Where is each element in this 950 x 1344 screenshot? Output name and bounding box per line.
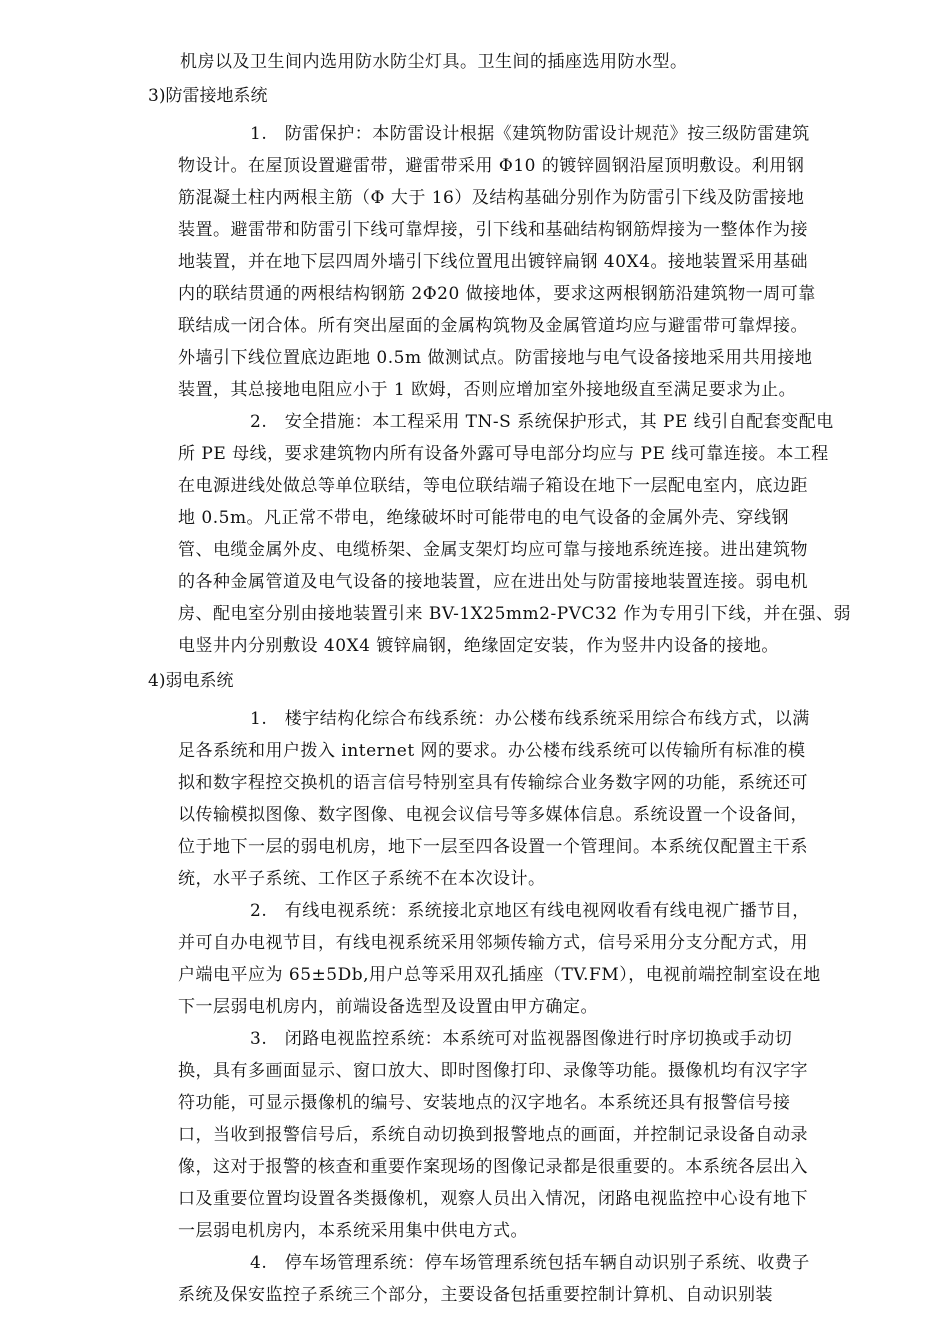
text-line: 装置。避雷带和防雷引下线可靠焊接，引下线和基础结构钢筋焊接为一整体作为接	[178, 220, 808, 240]
text-line: 符功能，可显示摄像机的编号、安装地点的汉字地名。本系统还具有报警信号接	[178, 1093, 791, 1113]
text-line: 地 0.5m。凡正常不带电，绝缘破坏时可能带电的电气设备的金属外壳、穿线钢	[178, 508, 790, 528]
paragraph-first-line: 2. 安全措施：本工程采用 TN-S 系统保护形式，其 PE 线引自配套变配电	[250, 412, 834, 432]
text-line: 内的联结贯通的两根结构钢筋 2Φ20 做接地体，要求这两根钢筋沿建筑物一周可靠	[178, 284, 816, 304]
text-line: 所 PE 母线，要求建筑物内所有设备外露可导电部分均应与 PE 线可靠连接。本工程	[178, 444, 829, 464]
text-line: 拟和数字程控交换机的语言信号特别室具有传输综合业务数字网的功能，系统还可	[178, 773, 808, 793]
text-line: 电竖井内分别敷设 40X4 镀锌扁钢，绝缘固定安装，作为竖井内设备的接地。	[178, 636, 779, 656]
text-line: 换，具有多画面显示、窗口放大、即时图像打印、录像等功能。摄像机均有汉字字	[178, 1061, 808, 1081]
text-line: 房、配电室分别由接地装置引来 BV-1X25mm2-PVC32 作为专用引下线，并在强、弱	[178, 604, 851, 624]
text-line: 统，水平子系统、工作区子系统不在本次设计。	[178, 869, 546, 889]
text-line: 地装置，并在地下层四周外墙引下线位置甩出镀锌扁钢 40X4。接地装置采用基础	[178, 252, 808, 272]
text-line: 管、电缆金属外皮、电缆桥架、金属支架灯均应可靠与接地系统连接。进出建筑物	[178, 540, 808, 560]
text-line: 位于地下一层的弱电机房，地下一层至四各设置一个管理间。本系统仅配置主干系	[178, 837, 808, 857]
text-line: 系统及保安监控子系统三个部分，主要设备包括重要控制计算机、自动识别装	[178, 1285, 773, 1305]
text-line: 的各种金属管道及电气设备的接地装置，应在进出处与防雷接地装置连接。弱电机	[178, 572, 808, 592]
paragraph-first-line: 1. 防雷保护：本防雷设计根据《建筑物防雷设计规范》按三级防雷建筑	[250, 124, 810, 144]
paragraph-first-line: 3. 闭路电视监控系统：本系统可对监视器图像进行时序切换或手动切	[250, 1029, 793, 1049]
paragraph-first-line: 2. 有线电视系统：系统接北京地区有线电视网收看有线电视广播节目，	[250, 901, 810, 921]
text-line: 足各系统和用户拨入 internet 网的要求。办公楼布线系统可以传输所有标准的模	[178, 741, 806, 761]
text-line: 下一层弱电机房内，前端设备选型及设置由甲方确定。	[178, 997, 598, 1017]
text-line: 机房以及卫生间内选用防水防尘灯具。卫生间的插座选用防水型。	[180, 52, 688, 72]
text-line: 口及重要位置均设置各类摄像机，观察人员出入情况，闭路电视监控中心设有地下	[178, 1189, 808, 1209]
paragraph-first-line: 1. 楼宇结构化综合布线系统：办公楼布线系统采用综合布线方式，以满	[250, 709, 810, 729]
text-line: 户端电平应为 65±5Db,用户总等采用双孔插座（TV.FM），电视前端控制室设在地	[178, 965, 821, 985]
text-line: 并可自办电视节目，有线电视系统采用邻频传输方式，信号采用分支分配方式，用	[178, 933, 808, 953]
text-line: 在电源进线处做总等单位联结，等电位联结端子箱设在地下一层配电室内，底边距	[178, 476, 808, 496]
text-line: 外墙引下线位置底边距地 0.5m 做测试点。防雷接地与电气设备接地采用共用接地	[178, 348, 813, 368]
text-line: 装置，其总接地电阻应小于 1 欧姆，否则应增加室外接地级直至满足要求为止。	[178, 380, 797, 400]
section-heading-lightning-grounding: 3)防雷接地系统	[148, 86, 268, 106]
text-line: 一层弱电机房内，本系统采用集中供电方式。	[178, 1221, 528, 1241]
text-line: 筋混凝土柱内两根主筋（Φ 大于 16）及结构基础分别作为防雷引下线及防雷接地	[178, 188, 805, 208]
text-line: 联结成一闭合体。所有突出屋面的金属构筑物及金属管道均应与避雷带可靠焊接。	[178, 316, 808, 336]
text-line: 像，这对于报警的核查和重要作案现场的图像记录都是很重要的。本系统各层出入	[178, 1157, 808, 1177]
text-line: 以传输模拟图像、数字图像、电视会议信号等多媒体信息。系统设置一个设备间，	[178, 805, 808, 825]
section-heading-weak-current: 4)弱电系统	[148, 671, 234, 691]
paragraph-first-line: 4. 停车场管理系统：停车场管理系统包括车辆自动识别子系统、收费子	[250, 1253, 810, 1273]
text-line: 口，当收到报警信号后，系统自动切换到报警地点的画面，并控制记录设备自动录	[178, 1125, 808, 1145]
text-line: 物设计。在屋顶设置避雷带，避雷带采用 Φ10 的镀锌圆钢沿屋顶明敷设。利用钢	[178, 156, 805, 176]
